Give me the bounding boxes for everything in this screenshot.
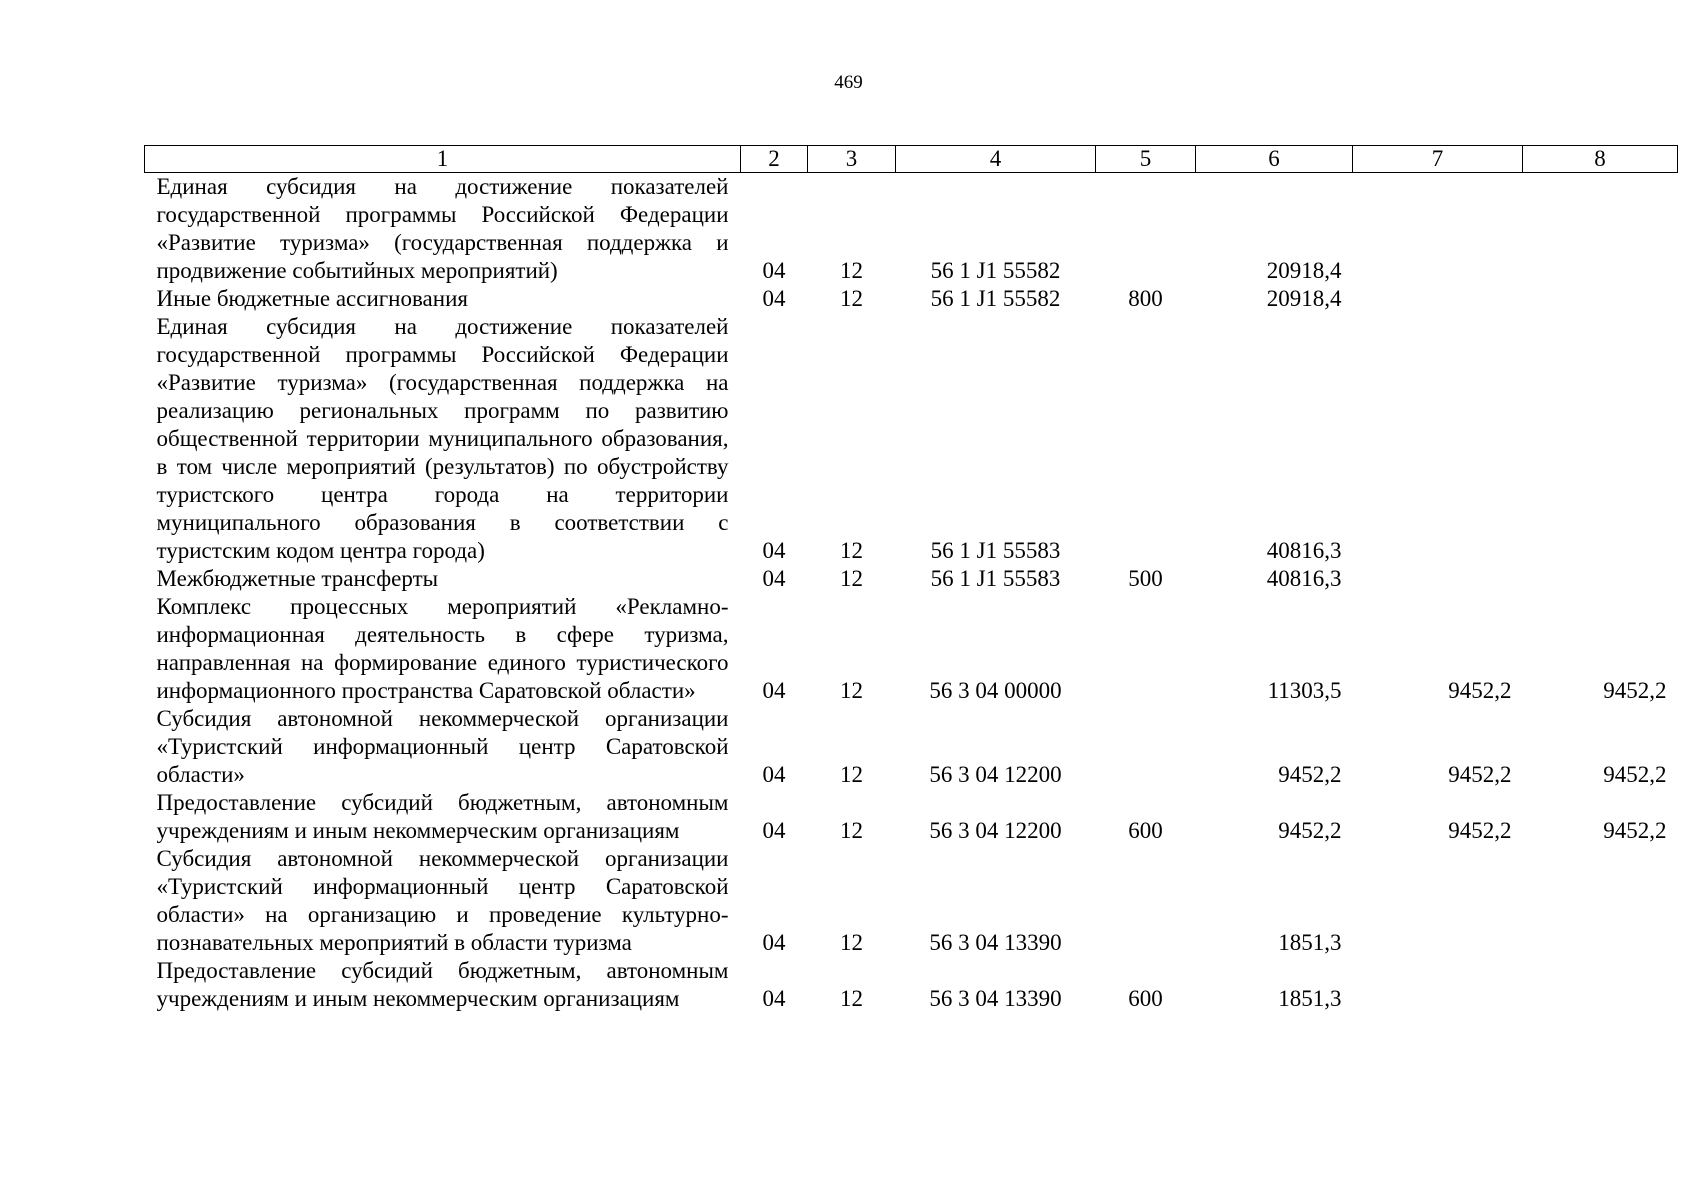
row-target-article: 56 1 J1 55582 (930, 258, 1061, 283)
column-header: 2 (741, 146, 808, 173)
row-expense-type: 500 (1128, 566, 1163, 591)
row-target-article: 56 3 04 13390 (929, 930, 1062, 955)
row-amount-3 (1523, 313, 1678, 565)
row-amount-2 (1353, 313, 1523, 565)
row-amount-2 (1353, 565, 1523, 593)
row-section-code: 04 (762, 930, 786, 955)
row-amount-1: 1851,3 (1278, 930, 1342, 955)
row-target-article: 56 1 J1 55582 (930, 286, 1061, 311)
row-amount-1: 1851,3 (1278, 986, 1342, 1011)
row-expense-type (1096, 705, 1196, 789)
row-amount-1: 9452,2 (1278, 762, 1342, 787)
row-amount-2: 9452,2 (1448, 818, 1512, 843)
row-target-article: 56 3 04 12200 (929, 818, 1062, 843)
row-amount-3 (1523, 565, 1678, 593)
row-subsection-code: 12 (840, 566, 863, 591)
column-header: 7 (1353, 146, 1523, 173)
row-amount-1: 40816,3 (1266, 566, 1342, 591)
row-description: Единая субсидия на достижение показателей государственной программы Российской Федерации «Развитие туризма» (государственная поддержка на реализацию региональных программ по развитию общественной территории муниципального образования, в том числе мероприятий (результатов) по обустройству туристского центра города на территории муниципального образования в соответствии с туристским кодом центра города) (156, 314, 729, 563)
row-amount-3: 9452,2 (1603, 762, 1667, 787)
column-header: 1 (145, 146, 741, 173)
table-row (145, 593, 1678, 705)
row-description: Субсидия автономной некоммерческой организации «Туристский информационный центр Саратовской области» (156, 706, 729, 787)
row-description: Предоставление субсидий бюджетным, автономным учреждениям и иным некоммерческим организациям (156, 790, 729, 843)
column-header: 5 (1096, 146, 1196, 173)
table-row (145, 705, 1678, 789)
row-amount-1: 9452,2 (1278, 818, 1342, 843)
row-subsection-code: 12 (840, 762, 863, 787)
row-amount-1: 11303,5 (1267, 678, 1342, 703)
row-target-article: 56 1 J1 55583 (930, 538, 1061, 563)
row-amount-2 (1353, 845, 1523, 957)
row-section-code: 04 (762, 286, 786, 311)
row-amount-2: 9452,2 (1448, 762, 1512, 787)
row-amount-3 (1523, 285, 1678, 313)
column-header: 6 (1196, 146, 1353, 173)
row-amount-2: 9452,2 (1448, 678, 1512, 703)
row-description: Межбюджетные трансферты (156, 566, 439, 591)
row-section-code: 04 (762, 566, 786, 591)
row-subsection-code: 12 (840, 258, 863, 283)
column-header: 8 (1523, 146, 1678, 173)
table-row (145, 845, 1678, 957)
row-subsection-code: 12 (840, 818, 863, 843)
row-subsection-code: 12 (840, 986, 863, 1011)
row-section-code: 04 (762, 762, 786, 787)
row-amount-1: 20918,4 (1266, 258, 1342, 283)
row-amount-3 (1523, 957, 1678, 1013)
table-row (145, 173, 1678, 286)
row-amount-1: 40816,3 (1266, 538, 1342, 563)
table-header-row (145, 146, 1678, 173)
row-expense-type: 600 (1128, 818, 1163, 843)
row-amount-2 (1353, 173, 1523, 286)
row-amount-1: 20918,4 (1266, 286, 1342, 311)
column-header: 4 (896, 146, 1096, 173)
row-subsection-code: 12 (840, 678, 863, 703)
table-row (145, 565, 1678, 593)
row-expense-type (1096, 173, 1196, 286)
column-header: 3 (808, 146, 896, 173)
row-amount-2 (1353, 957, 1523, 1013)
row-target-article: 56 3 04 13390 (929, 986, 1062, 1011)
row-target-article: 56 3 04 12200 (929, 762, 1062, 787)
budget-table (144, 145, 1678, 1013)
row-section-code: 04 (762, 986, 786, 1011)
row-section-code: 04 (762, 258, 786, 283)
row-amount-3 (1523, 845, 1678, 957)
row-amount-3: 9452,2 (1603, 818, 1667, 843)
row-description: Комплекс процессных мероприятий «Рекламно-информационная деятельность в сфере туризма, направленная на формирование единого туристического информационного пространства Саратовской области» (156, 594, 729, 703)
page-number: 469 (834, 72, 863, 93)
row-target-article: 56 3 04 00000 (929, 678, 1062, 703)
row-expense-type (1096, 313, 1196, 565)
row-description: Предоставление субсидий бюджетным, автономным учреждениям и иным некоммерческим организациям (156, 958, 729, 1011)
row-description: Иные бюджетные ассигнования (156, 286, 468, 311)
table-row (145, 789, 1678, 845)
row-expense-type: 800 (1128, 286, 1163, 311)
row-expense-type: 600 (1128, 986, 1163, 1011)
row-target-article: 56 1 J1 55583 (930, 566, 1061, 591)
row-amount-3: 9452,2 (1603, 678, 1667, 703)
row-description: Единая субсидия на достижение показателей государственной программы Российской Федерации «Развитие туризма» (государственная поддержка и продвижение событийных мероприятий) (156, 174, 729, 283)
row-description: Субсидия автономной некоммерческой организации «Туристский информационный центр Саратовской области» на организацию и проведение культурно-познавательных мероприятий в области туризма (156, 846, 729, 955)
row-amount-3 (1523, 173, 1678, 286)
row-section-code: 04 (762, 818, 786, 843)
row-section-code: 04 (762, 678, 786, 703)
row-section-code: 04 (762, 538, 786, 563)
table-row (145, 285, 1678, 313)
row-subsection-code: 12 (840, 538, 863, 563)
table-row (145, 313, 1678, 565)
row-expense-type (1096, 593, 1196, 705)
table-row (145, 957, 1678, 1013)
row-amount-2 (1353, 285, 1523, 313)
row-subsection-code: 12 (840, 286, 863, 311)
row-expense-type (1096, 845, 1196, 957)
row-subsection-code: 12 (840, 930, 863, 955)
